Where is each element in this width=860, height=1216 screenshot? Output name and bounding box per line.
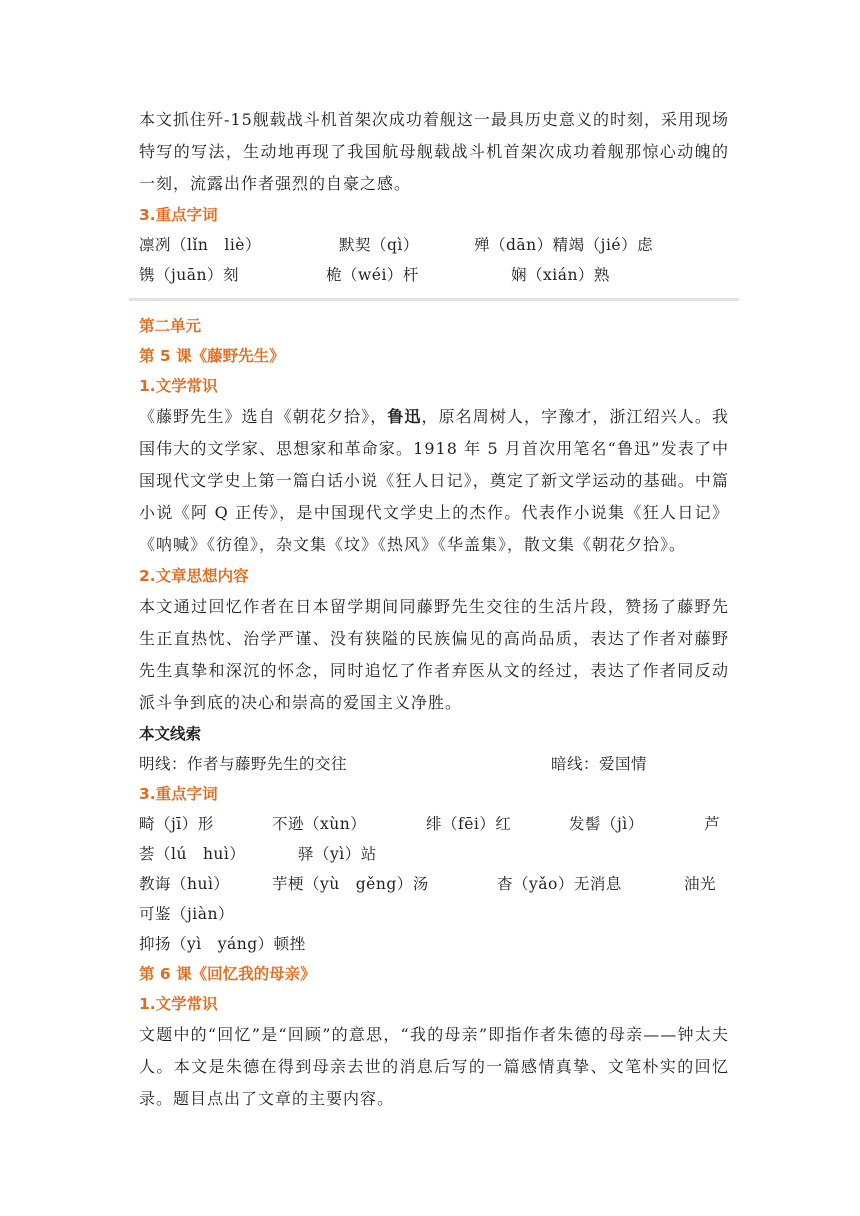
section-heading-key-words-a: 3.重点字词	[139, 206, 218, 224]
word-item: 荟（lú huì）	[139, 845, 246, 863]
clue-row	[139, 749, 729, 779]
word-item: 教诲（huì）	[139, 875, 230, 893]
word-item: 绯（fēi）红	[426, 815, 512, 833]
word-item: 驿（yì）站	[298, 845, 377, 863]
word-item: 不逊（xùn）	[272, 815, 367, 833]
lesson-5-heading-literature: 1.文学常识	[139, 377, 218, 395]
lesson-6-heading-literature: 1.文学常识	[139, 995, 218, 1013]
word-item: 杳（yǎo）无消息	[497, 875, 622, 893]
word-row	[139, 260, 729, 290]
lesson-6-title: 第 6 课《回忆我的母亲》	[139, 965, 316, 983]
lesson-5-title: 第 5 课《藤野先生》	[139, 347, 285, 365]
dark-clue: 暗线：爱国情	[551, 755, 648, 773]
clue-heading: 本文线索	[139, 725, 202, 743]
text-run: 《藤野先生》选自《朝花夕拾》，	[139, 407, 388, 426]
document-page	[139, 104, 729, 1115]
lesson-6-literature-paragraph: 文题中的“回忆”是“回顾”的意思，“我的母亲”即指作者朱德的母亲——钟太夫人。本文是朱德在得到母亲去世的消息后写的一篇感情真挚、文笔朴实的回忆录。题目点出了文章的主要内容。	[139, 1025, 729, 1108]
lesson-5-heading-content: 2.文章思想内容	[139, 567, 249, 585]
word-item: 凛冽（lǐn liè）	[139, 236, 261, 254]
word-item: 桅（wéi）杆	[326, 266, 419, 284]
word-item: 芋梗（yù gěng）汤	[272, 875, 429, 893]
unit-title: 第二单元	[139, 317, 202, 335]
bright-clue: 明线：作者与藤野先生的交往	[139, 755, 348, 773]
word-row	[139, 230, 729, 260]
word-item: 殚（dān）精竭（jié）虑	[474, 236, 654, 254]
word-item: 芦	[704, 815, 721, 833]
word-item: 发髻（jì）	[569, 815, 644, 833]
lesson-5-literature-paragraph	[139, 401, 729, 561]
word-row	[139, 839, 729, 869]
word-item: 畸（jī）形	[139, 815, 214, 833]
word-item: 默契（qì）	[339, 236, 419, 254]
word-item: 可鉴（jiàn）	[139, 905, 234, 923]
intro-paragraph: 本文抓住歼-15舰载战斗机首架次成功着舰这一最具历史意义的时刻，采用现场特写的写法，生动地再现了我国航母舰载战斗机首架次成功着舰那惊心动魄的一刻，流露出作者强烈的自豪之感。	[139, 110, 729, 193]
word-row	[139, 809, 729, 839]
word-row	[139, 869, 729, 899]
section-divider	[129, 298, 739, 301]
word-row	[139, 929, 729, 959]
lesson-5-content-paragraph: 本文通过回忆作者在日本留学期间同藤野先生交往的生活片段，赞扬了藤野先生正直热忱、治学严谨、没有狭隘的民族偏见的高尚品质，表达了作者对藤野先生真挚和深沉的怀念，同时追忆了作者弃医从文的经过，表达了作者同反动派斗争到底的决心和崇高的爱国主义净胜。	[139, 597, 729, 712]
text-run: ，原名周树人，字豫才，浙江绍兴人。我国伟大的文学家、思想家和革命家。1918 年 5 月首次用笔名“鲁迅”发表了中国现代文学史上第一篇白话小说《狂人日记》，奠定了新文学运动的基础。中篇小说《阿 Q 正传》，是中国现代文学史上的杰作。代表作小说集《狂人日记》《呐喊》《彷徨》，杂文集《坟》《热风》《华盖集》，散文集《朝花夕拾》。	[139, 407, 729, 554]
word-row	[139, 899, 729, 929]
word-item: 油光	[684, 875, 717, 893]
word-item: 镌（juān）刻	[139, 266, 240, 284]
word-item: 娴（xián）熟	[511, 266, 610, 284]
word-item: 抑扬（yì yáng）顿挫	[139, 935, 306, 953]
author-name: 鲁迅	[387, 407, 422, 426]
lesson-5-heading-key-words: 3.重点字词	[139, 785, 218, 803]
